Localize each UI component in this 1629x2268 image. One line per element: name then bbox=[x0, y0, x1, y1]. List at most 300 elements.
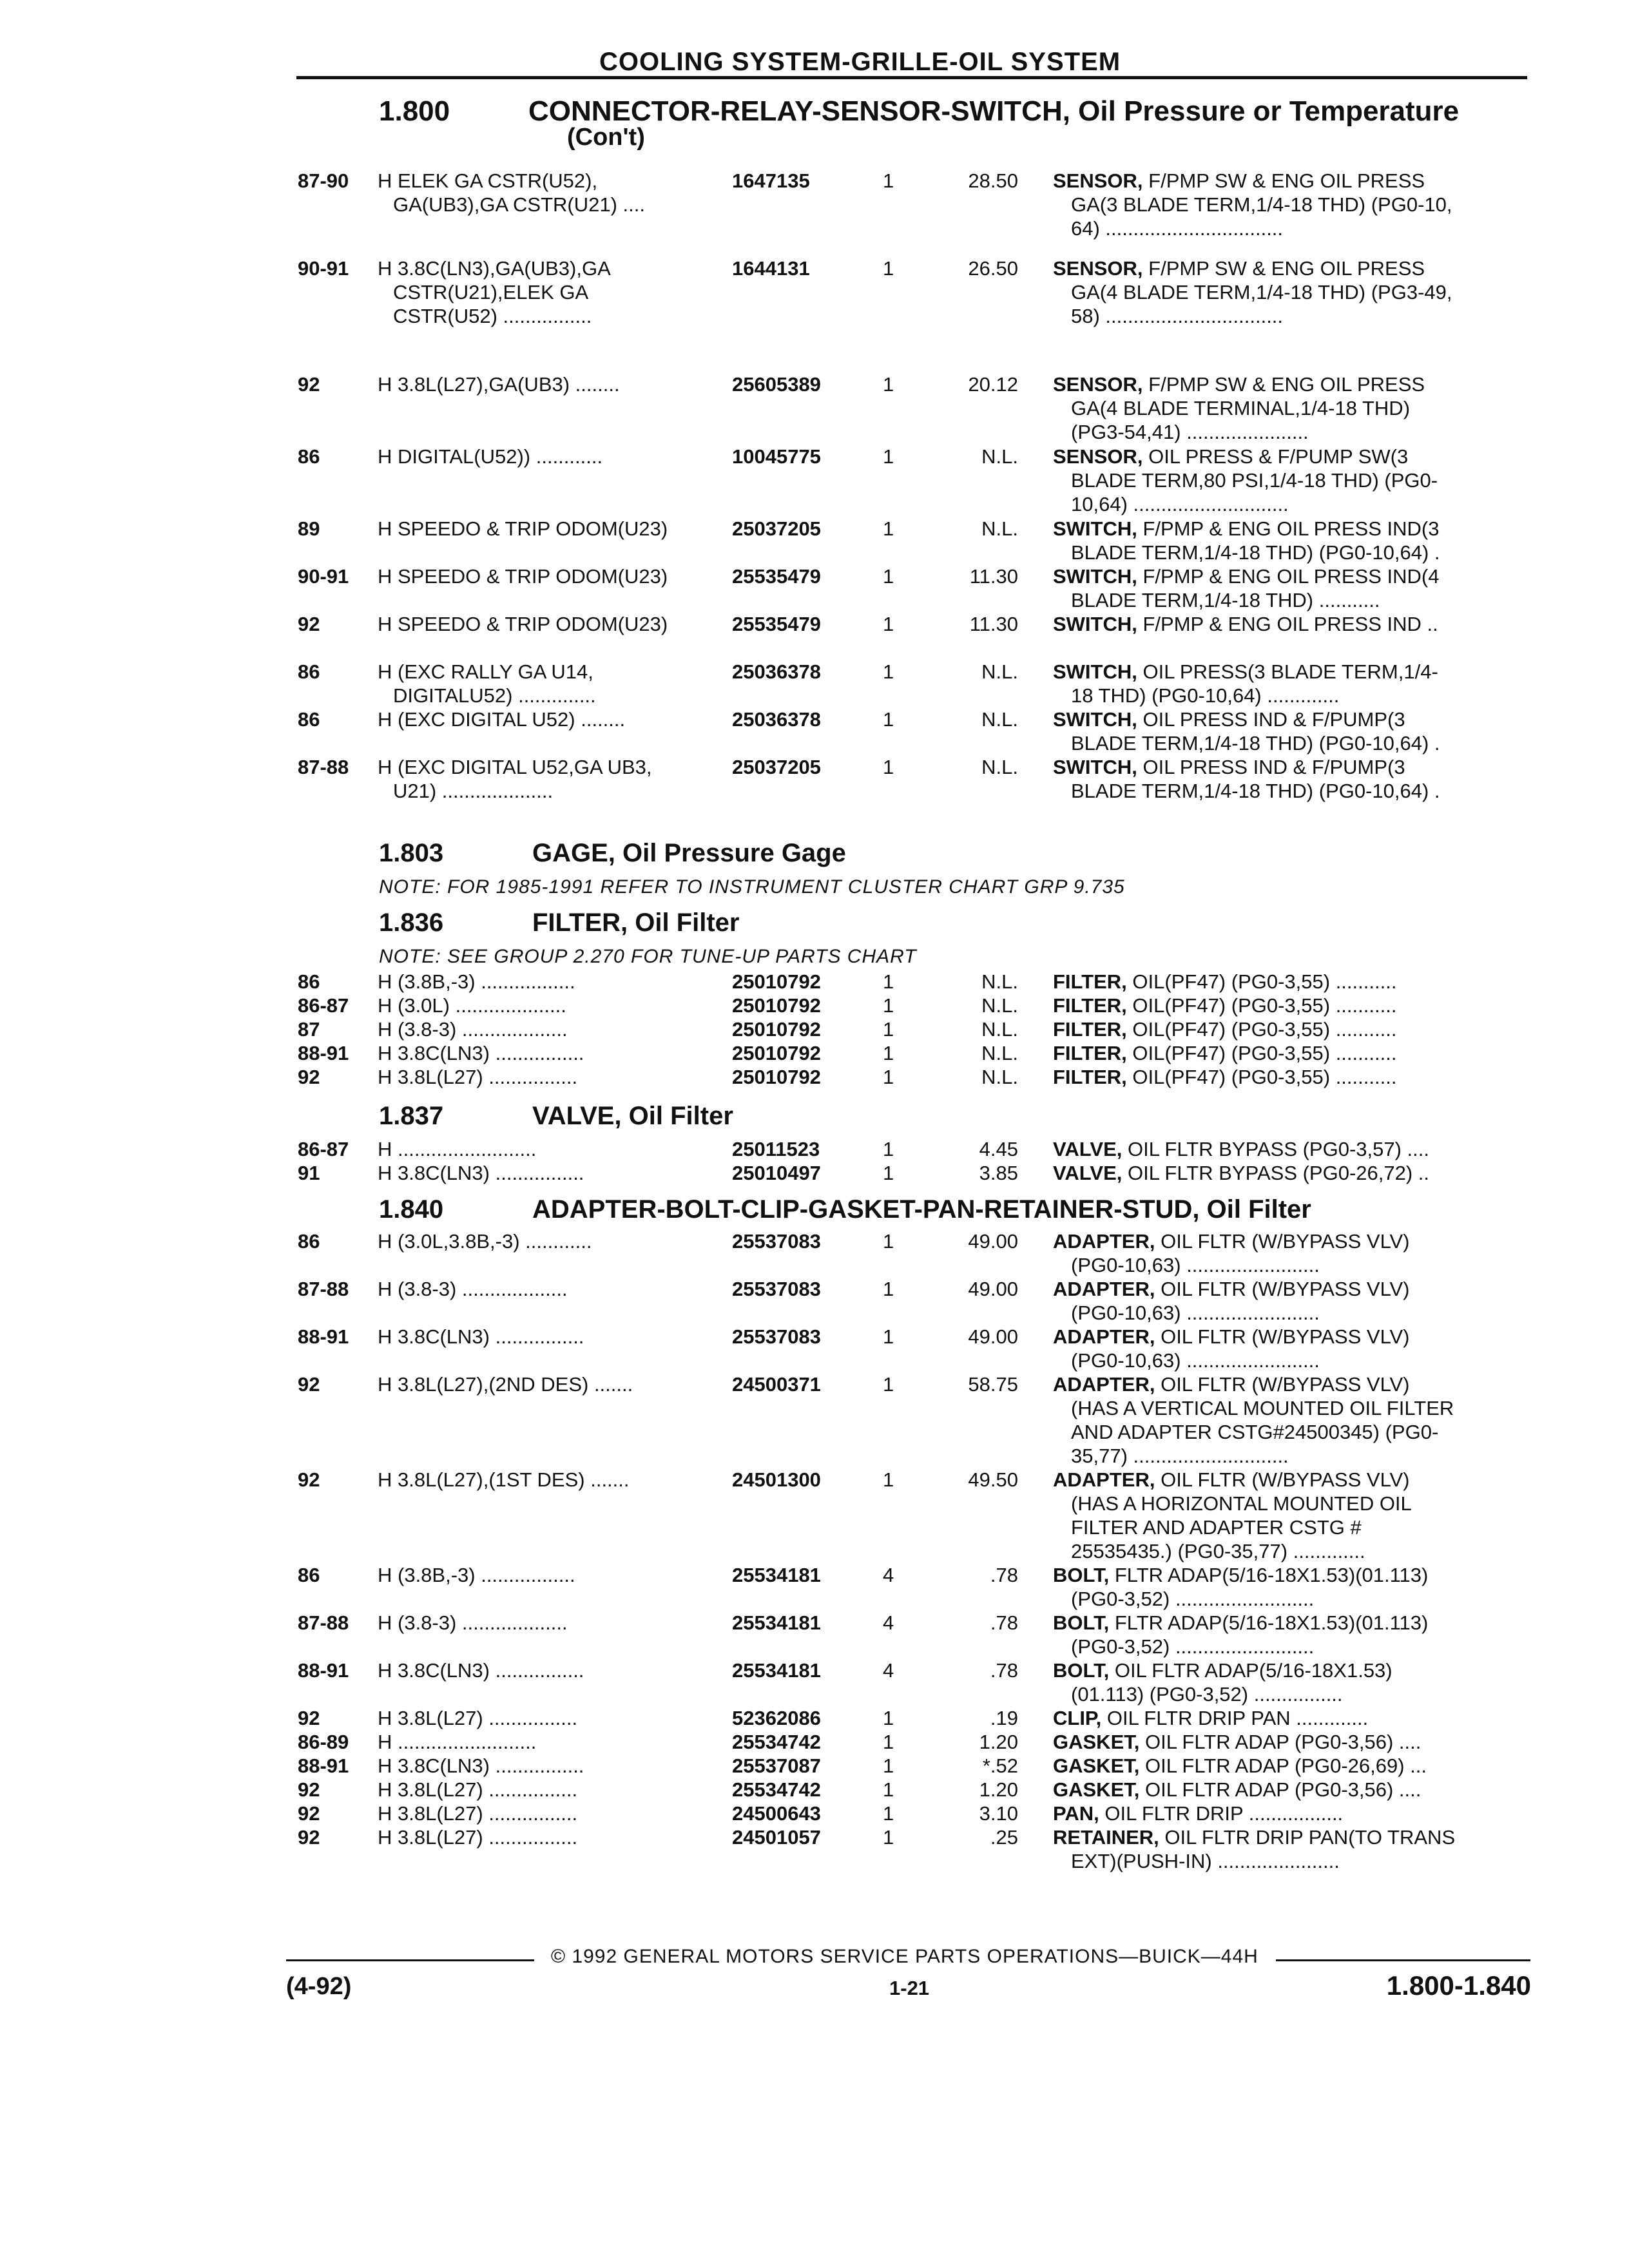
section-note: NOTE: FOR 1985-1991 REFER TO INSTRUMENT CLUSTER CHART GRP 9.735 bbox=[379, 876, 1125, 898]
application-line: H 3.8L(L27) ................ bbox=[378, 1802, 578, 1825]
description-line bbox=[1053, 1730, 1517, 1754]
part-number: 25010792 bbox=[732, 1042, 821, 1064]
application bbox=[378, 755, 722, 803]
application bbox=[378, 1277, 722, 1301]
application bbox=[378, 707, 722, 731]
part-number: 25534742 bbox=[732, 1731, 821, 1753]
quantity: 1 bbox=[883, 1707, 894, 1729]
application bbox=[378, 1611, 722, 1635]
description-line bbox=[1053, 1065, 1517, 1089]
application bbox=[378, 1229, 722, 1253]
part-number: 1647135 bbox=[732, 169, 810, 192]
model-year: 92 bbox=[298, 1826, 320, 1849]
application-line: H 3.8C(LN3) ................ bbox=[378, 1325, 584, 1348]
price: 11.30 bbox=[969, 613, 1018, 635]
application-line: CSTR(U52) ................ bbox=[393, 305, 592, 327]
application-line: H DIGITAL(U52)) ............ bbox=[378, 445, 603, 468]
top-rule bbox=[296, 76, 1527, 79]
description-text: OIL FLTR DRIP PAN ............. bbox=[1106, 1707, 1369, 1729]
description-text: OIL(PF47) (PG0-3,55) ........... bbox=[1132, 1066, 1397, 1088]
application bbox=[378, 372, 722, 396]
description-text: OIL PRESS IND & F/PUMP(3 bbox=[1142, 756, 1405, 778]
application bbox=[378, 256, 722, 328]
description-line: FILTER AND ADAPTER CSTG # bbox=[1071, 1516, 1362, 1539]
model-year: 87-88 bbox=[298, 1611, 349, 1634]
application bbox=[378, 1730, 722, 1754]
quantity: 1 bbox=[883, 1230, 894, 1253]
description-text: OIL PRESS & F/PUMP SW(3 bbox=[1148, 445, 1409, 468]
part-number: 25534181 bbox=[732, 1611, 821, 1634]
part-number: 25010792 bbox=[732, 1066, 821, 1088]
quantity: 1 bbox=[883, 1018, 894, 1041]
quantity: 4 bbox=[883, 1659, 894, 1682]
description bbox=[1053, 612, 1517, 636]
quantity: 1 bbox=[883, 1754, 894, 1777]
description-line bbox=[1053, 1468, 1517, 1492]
application bbox=[378, 1825, 722, 1849]
description-line bbox=[1053, 1017, 1517, 1041]
model-year: 86 bbox=[298, 445, 320, 468]
price: N.L. bbox=[981, 1018, 1018, 1041]
quantity: 1 bbox=[883, 565, 894, 588]
price: 1.20 bbox=[979, 1778, 1018, 1801]
description-line: 58) ................................ bbox=[1071, 305, 1284, 327]
application-line: H SPEEDO & TRIP ODOM(U23) bbox=[378, 565, 668, 588]
part-number: 10045775 bbox=[732, 445, 821, 468]
description-text: FLTR ADAP(5/16-18X1.53)(01.113) bbox=[1114, 1564, 1429, 1586]
description bbox=[1053, 1277, 1517, 1325]
description-line: 64) ................................ bbox=[1071, 217, 1284, 240]
description-keyword: GASKET, bbox=[1053, 1731, 1140, 1753]
description-keyword: FILTER, bbox=[1053, 970, 1127, 993]
description-line bbox=[1053, 970, 1517, 994]
model-year: 87-88 bbox=[298, 756, 349, 778]
application-line: H (3.8-3) ................... bbox=[378, 1278, 568, 1300]
section-number: 1.800 bbox=[379, 95, 450, 127]
description-keyword: BOLT, bbox=[1053, 1564, 1110, 1586]
model-year: 92 bbox=[298, 1778, 320, 1801]
model-year: 88-91 bbox=[298, 1659, 349, 1682]
quantity: 1 bbox=[883, 1278, 894, 1300]
description-text: OIL(PF47) (PG0-3,55) ........... bbox=[1132, 1042, 1397, 1064]
description-text: OIL FLTR ADAP(5/16-18X1.53) bbox=[1114, 1659, 1393, 1682]
description-keyword: SENSOR, bbox=[1053, 257, 1143, 280]
description-line: BLADE TERM,1/4-18 THD) (PG0-10,64) . bbox=[1071, 780, 1440, 802]
description-keyword: ADAPTER, bbox=[1053, 1325, 1155, 1348]
section-subtitle: (Con't) bbox=[567, 124, 645, 151]
description-keyword: SENSOR, bbox=[1053, 445, 1143, 468]
part-number: 25537087 bbox=[732, 1754, 821, 1777]
description bbox=[1053, 1137, 1517, 1161]
quantity: 1 bbox=[883, 1731, 894, 1753]
model-year: 89 bbox=[298, 517, 320, 540]
part-number: 25534181 bbox=[732, 1564, 821, 1586]
description-keyword: PAN, bbox=[1053, 1802, 1099, 1825]
part-number: 1644131 bbox=[732, 257, 810, 280]
price: 1.20 bbox=[979, 1731, 1018, 1753]
description-keyword: SWITCH, bbox=[1053, 756, 1137, 778]
quantity: 1 bbox=[883, 660, 894, 683]
description-line bbox=[1053, 169, 1517, 193]
application bbox=[378, 1161, 722, 1185]
price: 49.00 bbox=[968, 1278, 1018, 1300]
quantity: 1 bbox=[883, 1042, 894, 1064]
model-year: 86-87 bbox=[298, 1138, 349, 1160]
model-year: 87 bbox=[298, 1018, 320, 1041]
description-line: (PG0-10,63) ........................ bbox=[1071, 1349, 1320, 1372]
price: N.L. bbox=[981, 756, 1018, 778]
price: 20.12 bbox=[968, 373, 1018, 396]
description-text: OIL(PF47) (PG0-3,55) ........... bbox=[1132, 994, 1397, 1017]
section-title: VALVE, Oil Filter bbox=[532, 1102, 733, 1130]
price: 49.00 bbox=[968, 1230, 1018, 1253]
quantity: 1 bbox=[883, 517, 894, 540]
quantity: 1 bbox=[883, 1138, 894, 1160]
application bbox=[378, 1658, 722, 1682]
application-line: CSTR(U21),ELEK GA bbox=[393, 281, 589, 303]
application bbox=[378, 1137, 722, 1161]
quantity: 1 bbox=[883, 994, 894, 1017]
description-line bbox=[1053, 1277, 1517, 1301]
price: N.L. bbox=[981, 660, 1018, 683]
application-line: H 3.8L(L27),GA(UB3) ........ bbox=[378, 373, 620, 396]
part-number: 25535479 bbox=[732, 565, 821, 588]
model-year: 86-89 bbox=[298, 1731, 349, 1753]
description-line bbox=[1053, 1137, 1517, 1161]
description bbox=[1053, 1017, 1517, 1041]
section-number: 1.840 bbox=[379, 1195, 444, 1224]
description-line bbox=[1053, 372, 1517, 396]
application-line: H (3.8B,-3) ................. bbox=[378, 1564, 575, 1586]
application bbox=[378, 1372, 722, 1396]
description-text: F/PMP SW & ENG OIL PRESS bbox=[1148, 373, 1425, 396]
model-year: 92 bbox=[298, 1066, 320, 1088]
quantity: 1 bbox=[883, 756, 894, 778]
description-keyword: CLIP, bbox=[1053, 1707, 1102, 1729]
description-line bbox=[1053, 445, 1517, 468]
application-line: H (3.8B,-3) ................. bbox=[378, 970, 575, 993]
application bbox=[378, 1563, 722, 1587]
model-year: 86 bbox=[298, 708, 320, 731]
description-line bbox=[1053, 1229, 1517, 1253]
description-line bbox=[1053, 755, 1517, 779]
part-number: 25537083 bbox=[732, 1325, 821, 1348]
description-line bbox=[1053, 1325, 1517, 1349]
part-number: 25605389 bbox=[732, 373, 821, 396]
description bbox=[1053, 372, 1517, 444]
part-number: 25010792 bbox=[732, 994, 821, 1017]
model-year: 86 bbox=[298, 1564, 320, 1586]
description-line bbox=[1053, 1706, 1517, 1730]
application bbox=[378, 970, 722, 994]
description-line bbox=[1053, 1778, 1517, 1802]
application-line: GA(UB3),GA CSTR(U21) .... bbox=[393, 193, 646, 216]
application bbox=[378, 1706, 722, 1730]
price: N.L. bbox=[981, 517, 1018, 540]
price: N.L. bbox=[981, 970, 1018, 993]
description-line: BLADE TERM,80 PSI,1/4-18 THD) (PG0- bbox=[1071, 469, 1438, 492]
description-keyword: SWITCH, bbox=[1053, 660, 1137, 683]
model-year: 86 bbox=[298, 970, 320, 993]
date-code: (4-92) bbox=[286, 1973, 352, 2000]
price: .19 bbox=[990, 1707, 1018, 1729]
part-number: 25011523 bbox=[732, 1138, 820, 1160]
description-text: OIL FLTR BYPASS (PG0-26,72) .. bbox=[1128, 1162, 1430, 1184]
quantity: 4 bbox=[883, 1564, 894, 1586]
description-keyword: SENSOR, bbox=[1053, 373, 1143, 396]
quantity: 4 bbox=[883, 1611, 894, 1634]
description bbox=[1053, 1730, 1517, 1754]
description-keyword: FILTER, bbox=[1053, 994, 1127, 1017]
description-keyword: SWITCH, bbox=[1053, 708, 1137, 731]
application-line: H (3.0L,3.8B,-3) ............ bbox=[378, 1230, 592, 1253]
description-text: OIL FLTR (W/BYPASS VLV) bbox=[1161, 1325, 1410, 1348]
running-title: COOLING SYSTEM-GRILLE-OIL SYSTEM bbox=[599, 48, 1121, 76]
description bbox=[1053, 564, 1517, 612]
model-year: 92 bbox=[298, 613, 320, 635]
model-year: 87-90 bbox=[298, 169, 349, 192]
application-line: U21) .................... bbox=[393, 780, 554, 802]
application-line: H 3.8L(L27),(2ND DES) ....... bbox=[378, 1373, 633, 1396]
description bbox=[1053, 1802, 1517, 1825]
model-year: 88-91 bbox=[298, 1042, 349, 1064]
description-keyword: VALVE, bbox=[1053, 1138, 1123, 1160]
page-number: 1-21 bbox=[889, 1977, 930, 1999]
description-line: BLADE TERM,1/4-18 THD) (PG0-10,64) . bbox=[1071, 541, 1440, 564]
description bbox=[1053, 994, 1517, 1017]
description-text: OIL FLTR (W/BYPASS VLV) bbox=[1161, 1373, 1410, 1396]
description-line bbox=[1053, 1041, 1517, 1065]
price: *.52 bbox=[982, 1754, 1018, 1777]
description-line: 25535435.) (PG0-35,77) ............. bbox=[1071, 1540, 1365, 1562]
description-keyword: ADAPTER, bbox=[1053, 1230, 1155, 1253]
application-line: H ......................... bbox=[378, 1731, 537, 1753]
description-line: BLADE TERM,1/4-18 THD) (PG0-10,64) . bbox=[1071, 732, 1440, 754]
description-line bbox=[1053, 994, 1517, 1017]
description bbox=[1053, 1468, 1517, 1563]
model-year: 92 bbox=[298, 1707, 320, 1729]
description-text: FLTR ADAP(5/16-18X1.53)(01.113) bbox=[1114, 1611, 1429, 1634]
description-keyword: SWITCH, bbox=[1053, 613, 1137, 635]
description bbox=[1053, 755, 1517, 803]
model-year: 88-91 bbox=[298, 1325, 349, 1348]
application-line: H 3.8L(L27) ................ bbox=[378, 1826, 578, 1849]
application-line: H 3.8L(L27) ................ bbox=[378, 1066, 578, 1088]
description bbox=[1053, 169, 1517, 240]
description-line: (PG0-10,63) ........................ bbox=[1071, 1254, 1320, 1276]
application-line: H 3.8C(LN3) ................ bbox=[378, 1754, 584, 1777]
description-text: OIL FLTR DRIP ................. bbox=[1104, 1802, 1344, 1825]
description-line: GA(4 BLADE TERM,1/4-18 THD) (PG3-49, bbox=[1071, 281, 1452, 303]
price: N.L. bbox=[981, 445, 1018, 468]
description-line: 18 THD) (PG0-10,64) ............. bbox=[1071, 684, 1340, 707]
application-line: H (3.0L) .................... bbox=[378, 994, 566, 1017]
application-line: H SPEEDO & TRIP ODOM(U23) bbox=[378, 517, 668, 540]
quantity: 1 bbox=[883, 169, 894, 192]
section-title: FILTER, Oil Filter bbox=[532, 908, 740, 937]
description bbox=[1053, 707, 1517, 755]
application bbox=[378, 169, 722, 216]
description bbox=[1053, 1778, 1517, 1802]
application bbox=[378, 517, 722, 541]
application-line: DIGITALU52) .............. bbox=[393, 684, 596, 707]
description-line bbox=[1053, 517, 1517, 541]
description-line bbox=[1053, 1372, 1517, 1396]
description-line: AND ADAPTER CSTG#24500345) (PG0- bbox=[1071, 1421, 1439, 1443]
description-text: F/PMP & ENG OIL PRESS IND(4 bbox=[1142, 565, 1440, 588]
price: N.L. bbox=[981, 1066, 1018, 1088]
quantity: 1 bbox=[883, 373, 894, 396]
application-line: H (EXC DIGITAL U52,GA UB3, bbox=[378, 756, 652, 778]
price: 3.85 bbox=[979, 1162, 1018, 1184]
quantity: 1 bbox=[883, 708, 894, 731]
section-note: NOTE: SEE GROUP 2.270 FOR TUNE-UP PARTS CHART bbox=[379, 946, 917, 967]
description bbox=[1053, 1658, 1517, 1706]
part-number: 24501057 bbox=[732, 1826, 821, 1849]
price: 11.30 bbox=[969, 565, 1018, 588]
description-line bbox=[1053, 1754, 1517, 1778]
description-line: (PG3-54,41) ...................... bbox=[1071, 421, 1309, 443]
part-number: 25036378 bbox=[732, 660, 821, 683]
description-text: OIL FLTR DRIP PAN(TO TRANS bbox=[1164, 1826, 1456, 1849]
description-line bbox=[1053, 1658, 1517, 1682]
application-line: H SPEEDO & TRIP ODOM(U23) bbox=[378, 613, 668, 635]
description-text: OIL FLTR (W/BYPASS VLV) bbox=[1161, 1278, 1410, 1300]
part-number: 25037205 bbox=[732, 517, 821, 540]
application-line: H (3.8-3) ................... bbox=[378, 1611, 568, 1634]
price: N.L. bbox=[981, 708, 1018, 731]
model-year: 87-88 bbox=[298, 1278, 349, 1300]
description-keyword: SWITCH, bbox=[1053, 517, 1137, 540]
description-keyword: SWITCH, bbox=[1053, 565, 1137, 588]
description bbox=[1053, 256, 1517, 328]
description bbox=[1053, 970, 1517, 994]
application bbox=[378, 564, 722, 588]
description-text: OIL FLTR (W/BYPASS VLV) bbox=[1161, 1230, 1410, 1253]
description-line: EXT)(PUSH-IN) ...................... bbox=[1071, 1850, 1340, 1872]
description-line: (PG0-3,52) ......................... bbox=[1071, 1635, 1315, 1658]
quantity: 1 bbox=[883, 613, 894, 635]
price: 26.50 bbox=[968, 257, 1018, 280]
description bbox=[1053, 1229, 1517, 1277]
price: .78 bbox=[990, 1611, 1018, 1634]
part-number: 25537083 bbox=[732, 1230, 821, 1253]
description-keyword: BOLT, bbox=[1053, 1659, 1110, 1682]
copyright-line: © 1992 GENERAL MOTORS SERVICE PARTS OPERATIONS—BUICK—44H bbox=[551, 1946, 1258, 1967]
section-title: GAGE, Oil Pressure Gage bbox=[532, 839, 846, 867]
quantity: 1 bbox=[883, 1468, 894, 1491]
description-text: OIL(PF47) (PG0-3,55) ........... bbox=[1132, 1018, 1397, 1041]
description bbox=[1053, 445, 1517, 516]
application-line: H 3.8C(LN3) ................ bbox=[378, 1659, 584, 1682]
application-line: H ......................... bbox=[378, 1138, 537, 1160]
description bbox=[1053, 1065, 1517, 1089]
description-line: (HAS A VERTICAL MOUNTED OIL FILTER bbox=[1071, 1397, 1454, 1419]
description bbox=[1053, 1325, 1517, 1372]
description-text: OIL FLTR BYPASS (PG0-3,57) .... bbox=[1128, 1138, 1430, 1160]
section-number: 1.836 bbox=[379, 908, 444, 937]
description-line bbox=[1053, 1563, 1517, 1587]
description-keyword: FILTER, bbox=[1053, 1042, 1127, 1064]
description bbox=[1053, 1611, 1517, 1658]
price: N.L. bbox=[981, 994, 1018, 1017]
description-line: BLADE TERM,1/4-18 THD) ........... bbox=[1071, 589, 1380, 611]
application bbox=[378, 445, 722, 468]
description-line: (PG0-3,52) ......................... bbox=[1071, 1588, 1315, 1610]
description-text: OIL FLTR ADAP (PG0-26,69) ... bbox=[1144, 1754, 1427, 1777]
model-year: 92 bbox=[298, 1373, 320, 1396]
application-line: H (3.8-3) ................... bbox=[378, 1018, 568, 1041]
description bbox=[1053, 1372, 1517, 1468]
description bbox=[1053, 660, 1517, 707]
part-number: 25010792 bbox=[732, 1018, 821, 1041]
description-line: (HAS A HORIZONTAL MOUNTED OIL bbox=[1071, 1492, 1412, 1515]
description-line: (PG0-10,63) ........................ bbox=[1071, 1302, 1320, 1324]
description-text: OIL PRESS IND & F/PUMP(3 bbox=[1142, 708, 1405, 731]
quantity: 1 bbox=[883, 1373, 894, 1396]
price: 4.45 bbox=[979, 1138, 1018, 1160]
description-line: GA(3 BLADE TERM,1/4-18 THD) (PG0-10, bbox=[1071, 193, 1452, 216]
part-number: 25534742 bbox=[732, 1778, 821, 1801]
description-text: OIL FLTR ADAP (PG0-3,56) .... bbox=[1144, 1778, 1422, 1801]
application bbox=[378, 1778, 722, 1802]
price: 3.10 bbox=[979, 1802, 1018, 1825]
description-line: 10,64) ............................ bbox=[1071, 493, 1289, 515]
quantity: 1 bbox=[883, 970, 894, 993]
quantity: 1 bbox=[883, 1325, 894, 1348]
description-keyword: ADAPTER, bbox=[1053, 1373, 1155, 1396]
description-keyword: SENSOR, bbox=[1053, 169, 1143, 192]
description bbox=[1053, 1161, 1517, 1185]
part-number: 24500643 bbox=[732, 1802, 821, 1825]
section-range: 1.800-1.840 bbox=[1386, 1970, 1531, 2001]
description bbox=[1053, 517, 1517, 564]
part-number: 25010497 bbox=[732, 1162, 821, 1184]
model-year: 88-91 bbox=[298, 1754, 349, 1777]
description-text: OIL(PF47) (PG0-3,55) ........... bbox=[1132, 970, 1397, 993]
quantity: 1 bbox=[883, 1826, 894, 1849]
description-line bbox=[1053, 1802, 1517, 1825]
price: 58.75 bbox=[968, 1373, 1018, 1396]
application-line: H (EXC RALLY GA U14, bbox=[378, 660, 593, 683]
model-year: 92 bbox=[298, 1802, 320, 1825]
application bbox=[378, 1754, 722, 1778]
application bbox=[378, 1325, 722, 1349]
price: 28.50 bbox=[968, 169, 1018, 192]
description-keyword: VALVE, bbox=[1053, 1162, 1123, 1184]
description-keyword: GASKET, bbox=[1053, 1754, 1140, 1777]
part-number: 24500371 bbox=[732, 1373, 821, 1396]
footer-rule-left bbox=[286, 1959, 534, 1961]
model-year: 86-87 bbox=[298, 994, 349, 1017]
price: 49.50 bbox=[968, 1468, 1018, 1491]
description bbox=[1053, 1563, 1517, 1611]
application-line: H 3.8L(L27),(1ST DES) ....... bbox=[378, 1468, 630, 1491]
model-year: 90-91 bbox=[298, 565, 349, 588]
description bbox=[1053, 1754, 1517, 1778]
description-line bbox=[1053, 564, 1517, 588]
description bbox=[1053, 1706, 1517, 1730]
description bbox=[1053, 1825, 1517, 1873]
application bbox=[378, 1065, 722, 1089]
description-line bbox=[1053, 1825, 1517, 1849]
quantity: 1 bbox=[883, 445, 894, 468]
section-title: ADAPTER-BOLT-CLIP-GASKET-PAN-RETAINER-STUD, Oil Filter bbox=[532, 1195, 1311, 1224]
quantity: 1 bbox=[883, 1778, 894, 1801]
quantity: 1 bbox=[883, 1066, 894, 1088]
quantity: 1 bbox=[883, 1802, 894, 1825]
part-number: 25036378 bbox=[732, 708, 821, 731]
